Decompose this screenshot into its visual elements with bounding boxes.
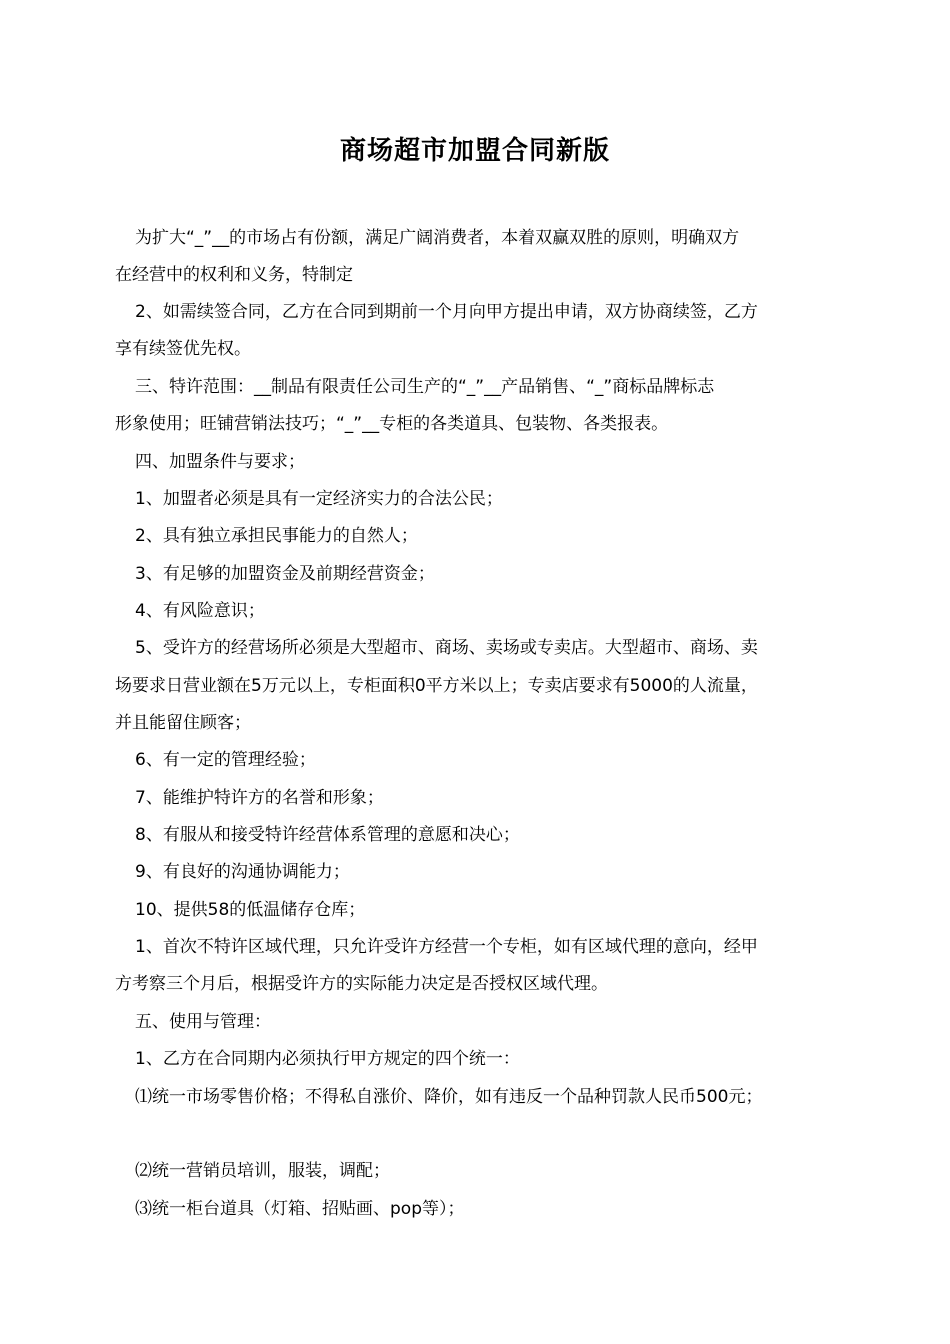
paragraph-line: 7、能维护特许方的名誉和形象； xyxy=(135,788,384,808)
paragraph-line: 场要求日营业额在5万元以上，专柜面积0平方米以上；专卖店要求有5000的人流量， xyxy=(115,676,758,696)
paragraph-line: ⑵统一营销员培训，服装，调配； xyxy=(135,1161,390,1181)
paragraph-line: 五、使用与管理： xyxy=(135,1012,271,1032)
paragraph-line: 1、加盟者必须是具有一定经济实力的合法公民； xyxy=(135,489,503,509)
paragraph-line: 四、加盟条件与要求； xyxy=(135,452,305,472)
paragraph-line: 6、有一定的管理经验； xyxy=(135,750,316,770)
paragraph-line: ⑶统一柜台道具（灯箱、招贴画、pop等）； xyxy=(135,1199,465,1219)
paragraph-line: 1、乙方在合同期内必须执行甲方规定的四个统一： xyxy=(135,1049,520,1069)
paragraph-line: 1、首次不特许区域代理，只允许受许方经营一个专柜，如有区域代理的意向，经甲 xyxy=(135,937,758,957)
paragraph-line: 为扩大“_”__的市场占有份额，满足广阔消费者，本着双赢双胜的原则，明确双方 xyxy=(135,228,740,248)
paragraph-line: 三、特许范围：__制品有限责任公司生产的“_”__产品销售、“_”商标品牌标志 xyxy=(135,377,715,397)
paragraph-line: 5、受许方的经营场所必须是大型超市、商场、卖场或专卖店。大型超市、商场、卖 xyxy=(135,638,758,658)
paragraph-line: 4、有风险意识； xyxy=(135,601,265,621)
paragraph-line: 2、如需续签合同，乙方在合同到期前一个月向甲方提出申请，双方协商续签，乙方 xyxy=(135,302,758,322)
paragraph-line: 在经营中的权利和义务，特制定 xyxy=(115,265,353,285)
paragraph-line: ⑴统一市场零售价格；不得私自涨价、降价，如有违反一个品种罚款人民币500元； xyxy=(135,1087,763,1107)
paragraph-line: 方考察三个月后，根据受许方的实际能力决定是否授权区域代理。 xyxy=(115,974,608,994)
paragraph-line: 享有续签优先权。 xyxy=(115,339,251,359)
paragraph-line: 并且能留住顾客； xyxy=(115,713,251,733)
paragraph-line: 8、有服从和接受特许经营体系管理的意愿和决心； xyxy=(135,825,520,845)
paragraph-line: 形象使用；旺铺营销法技巧；“_”__专柜的各类道具、包装物、各类报表。 xyxy=(115,414,669,434)
paragraph-line: 3、有足够的加盟资金及前期经营资金； xyxy=(135,564,435,584)
document-title: 商场超市加盟合同新版 xyxy=(339,136,610,166)
paragraph-line: 9、有良好的沟通协调能力； xyxy=(135,862,350,882)
paragraph-line: 2、具有独立承担民事能力的自然人； xyxy=(135,526,418,546)
paragraph-line: 10、提供58的低温储存仓库； xyxy=(135,900,366,920)
